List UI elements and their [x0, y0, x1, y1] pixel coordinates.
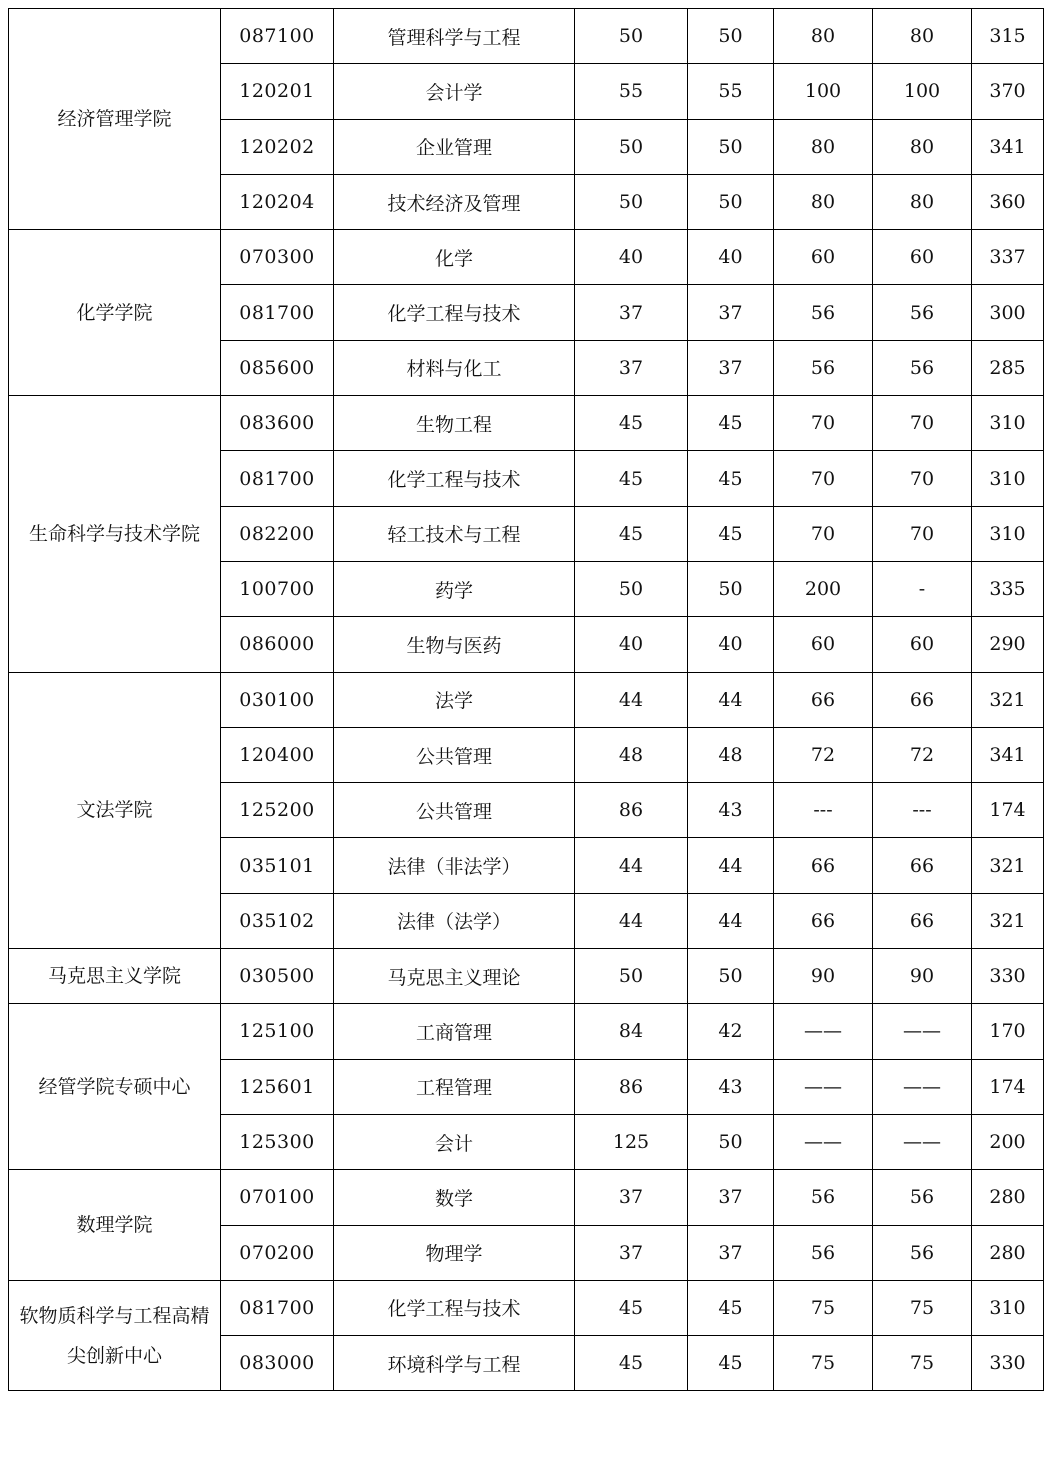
college-name-cell: 文法学院 [9, 672, 221, 948]
table-row [9, 396, 1044, 451]
politics-score-cell: 45 [575, 451, 688, 506]
foreign-language-score-cell: 50 [688, 1114, 774, 1169]
college-name-cell: 经管学院专硕中心 [9, 1004, 221, 1170]
major-code-cell: 087100 [221, 9, 334, 64]
major-code-cell: 083600 [221, 396, 334, 451]
politics-score-cell: 50 [575, 119, 688, 174]
subject-two-score-cell: 90 [873, 949, 972, 1004]
subject-one-score-cell: 56 [774, 340, 873, 395]
major-name-cell: 化学 [334, 230, 575, 285]
subject-two-score-cell: —— [873, 1114, 972, 1169]
politics-score-cell: 44 [575, 838, 688, 893]
total-score-cell: 335 [972, 561, 1044, 616]
subject-one-score-cell: 100 [774, 64, 873, 119]
subject-two-score-cell: 70 [873, 451, 972, 506]
subject-one-score-cell: 70 [774, 506, 873, 561]
subject-two-score-cell: 66 [873, 838, 972, 893]
major-name-cell: 公共管理 [334, 727, 575, 782]
politics-score-cell: 40 [575, 617, 688, 672]
politics-score-cell: 84 [575, 1004, 688, 1059]
major-code-cell: 086000 [221, 617, 334, 672]
subject-two-score-cell: 60 [873, 230, 972, 285]
subject-two-score-cell: - [873, 561, 972, 616]
foreign-language-score-cell: 50 [688, 9, 774, 64]
subject-two-score-cell: 75 [873, 1280, 972, 1335]
foreign-language-score-cell: 44 [688, 893, 774, 948]
subject-two-score-cell: --- [873, 783, 972, 838]
subject-one-score-cell: 70 [774, 396, 873, 451]
total-score-cell: 174 [972, 783, 1044, 838]
major-name-cell: 环境科学与工程 [334, 1336, 575, 1391]
major-name-cell: 轻工技术与工程 [334, 506, 575, 561]
subject-one-score-cell: 75 [774, 1280, 873, 1335]
foreign-language-score-cell: 37 [688, 340, 774, 395]
total-score-cell: 330 [972, 1336, 1044, 1391]
politics-score-cell: 37 [575, 1170, 688, 1225]
total-score-cell: 310 [972, 506, 1044, 561]
politics-score-cell: 37 [575, 285, 688, 340]
table-row [9, 1280, 1044, 1335]
major-name-cell: 化学工程与技术 [334, 1280, 575, 1335]
major-code-cell: 035101 [221, 838, 334, 893]
major-code-cell: 030500 [221, 949, 334, 1004]
major-name-cell: 法学 [334, 672, 575, 727]
major-name-cell: 物理学 [334, 1225, 575, 1280]
major-code-cell: 081700 [221, 451, 334, 506]
politics-score-cell: 40 [575, 230, 688, 285]
table-row [9, 230, 1044, 285]
table-row [9, 1004, 1044, 1059]
college-name-cell: 化学学院 [9, 230, 221, 396]
major-code-cell: 082200 [221, 506, 334, 561]
major-name-cell: 公共管理 [334, 783, 575, 838]
subject-two-score-cell: 80 [873, 174, 972, 229]
subject-two-score-cell: —— [873, 1004, 972, 1059]
subject-two-score-cell: 72 [873, 727, 972, 782]
total-score-cell: 200 [972, 1114, 1044, 1169]
subject-one-score-cell: 56 [774, 1170, 873, 1225]
subject-one-score-cell: 80 [774, 9, 873, 64]
major-name-cell: 技术经济及管理 [334, 174, 575, 229]
subject-two-score-cell: 70 [873, 396, 972, 451]
subject-one-score-cell: —— [774, 1114, 873, 1169]
major-code-cell: 085600 [221, 340, 334, 395]
major-name-cell: 数学 [334, 1170, 575, 1225]
table-row [9, 672, 1044, 727]
major-code-cell: 120400 [221, 727, 334, 782]
subject-one-score-cell: 80 [774, 174, 873, 229]
table-row [9, 9, 1044, 64]
table-row [9, 949, 1044, 1004]
major-code-cell: 125200 [221, 783, 334, 838]
total-score-cell: 310 [972, 1280, 1044, 1335]
politics-score-cell: 86 [575, 783, 688, 838]
major-code-cell: 120201 [221, 64, 334, 119]
total-score-cell: 315 [972, 9, 1044, 64]
major-code-cell: 070100 [221, 1170, 334, 1225]
subject-two-score-cell: 56 [873, 1225, 972, 1280]
subject-one-score-cell: 66 [774, 672, 873, 727]
politics-score-cell: 50 [575, 561, 688, 616]
foreign-language-score-cell: 50 [688, 561, 774, 616]
subject-two-score-cell: 80 [873, 9, 972, 64]
college-name-cell: 生命科学与技术学院 [9, 396, 221, 672]
score-line-table [8, 8, 1044, 1391]
foreign-language-score-cell: 44 [688, 838, 774, 893]
politics-score-cell: 50 [575, 174, 688, 229]
subject-two-score-cell: 66 [873, 672, 972, 727]
foreign-language-score-cell: 43 [688, 783, 774, 838]
major-name-cell: 工程管理 [334, 1059, 575, 1114]
major-name-cell: 化学工程与技术 [334, 451, 575, 506]
subject-one-score-cell: 70 [774, 451, 873, 506]
major-name-cell: 会计 [334, 1114, 575, 1169]
foreign-language-score-cell: 50 [688, 949, 774, 1004]
foreign-language-score-cell: 40 [688, 230, 774, 285]
foreign-language-score-cell: 45 [688, 396, 774, 451]
foreign-language-score-cell: 37 [688, 285, 774, 340]
major-code-cell: 120204 [221, 174, 334, 229]
table-body [9, 9, 1044, 1391]
major-code-cell: 081700 [221, 285, 334, 340]
subject-two-score-cell: 56 [873, 340, 972, 395]
major-name-cell: 化学工程与技术 [334, 285, 575, 340]
total-score-cell: 321 [972, 838, 1044, 893]
major-code-cell: 125601 [221, 1059, 334, 1114]
foreign-language-score-cell: 42 [688, 1004, 774, 1059]
foreign-language-score-cell: 45 [688, 1280, 774, 1335]
subject-two-score-cell: 56 [873, 285, 972, 340]
subject-one-score-cell: --- [774, 783, 873, 838]
politics-score-cell: 45 [575, 396, 688, 451]
foreign-language-score-cell: 40 [688, 617, 774, 672]
total-score-cell: 341 [972, 727, 1044, 782]
subject-one-score-cell: —— [774, 1004, 873, 1059]
subject-one-score-cell: 80 [774, 119, 873, 174]
foreign-language-score-cell: 43 [688, 1059, 774, 1114]
major-name-cell: 管理科学与工程 [334, 9, 575, 64]
politics-score-cell: 37 [575, 1225, 688, 1280]
foreign-language-score-cell: 48 [688, 727, 774, 782]
major-name-cell: 药学 [334, 561, 575, 616]
foreign-language-score-cell: 44 [688, 672, 774, 727]
foreign-language-score-cell: 50 [688, 119, 774, 174]
major-name-cell: 工商管理 [334, 1004, 575, 1059]
foreign-language-score-cell: 45 [688, 1336, 774, 1391]
politics-score-cell: 45 [575, 1336, 688, 1391]
total-score-cell: 300 [972, 285, 1044, 340]
politics-score-cell: 44 [575, 672, 688, 727]
foreign-language-score-cell: 45 [688, 451, 774, 506]
major-name-cell: 生物工程 [334, 396, 575, 451]
major-name-cell: 马克思主义理论 [334, 949, 575, 1004]
subject-one-score-cell: 56 [774, 285, 873, 340]
major-code-cell: 120202 [221, 119, 334, 174]
subject-two-score-cell: 75 [873, 1336, 972, 1391]
total-score-cell: 310 [972, 451, 1044, 506]
subject-two-score-cell: —— [873, 1059, 972, 1114]
major-code-cell: 100700 [221, 561, 334, 616]
subject-two-score-cell: 70 [873, 506, 972, 561]
subject-one-score-cell: —— [774, 1059, 873, 1114]
college-name-cell: 马克思主义学院 [9, 949, 221, 1004]
major-code-cell: 035102 [221, 893, 334, 948]
major-code-cell: 030100 [221, 672, 334, 727]
total-score-cell: 170 [972, 1004, 1044, 1059]
total-score-cell: 337 [972, 230, 1044, 285]
major-code-cell: 083000 [221, 1336, 334, 1391]
foreign-language-score-cell: 55 [688, 64, 774, 119]
total-score-cell: 280 [972, 1225, 1044, 1280]
major-name-cell: 会计学 [334, 64, 575, 119]
total-score-cell: 330 [972, 949, 1044, 1004]
foreign-language-score-cell: 37 [688, 1225, 774, 1280]
college-name-cell: 数理学院 [9, 1170, 221, 1281]
subject-one-score-cell: 60 [774, 617, 873, 672]
subject-one-score-cell: 90 [774, 949, 873, 1004]
subject-one-score-cell: 200 [774, 561, 873, 616]
total-score-cell: 290 [972, 617, 1044, 672]
foreign-language-score-cell: 45 [688, 506, 774, 561]
politics-score-cell: 125 [575, 1114, 688, 1169]
major-code-cell: 070200 [221, 1225, 334, 1280]
foreign-language-score-cell: 37 [688, 1170, 774, 1225]
total-score-cell: 174 [972, 1059, 1044, 1114]
subject-one-score-cell: 56 [774, 1225, 873, 1280]
subject-two-score-cell: 100 [873, 64, 972, 119]
subject-one-score-cell: 66 [774, 838, 873, 893]
major-code-cell: 125100 [221, 1004, 334, 1059]
subject-one-score-cell: 66 [774, 893, 873, 948]
politics-score-cell: 48 [575, 727, 688, 782]
politics-score-cell: 45 [575, 1280, 688, 1335]
politics-score-cell: 86 [575, 1059, 688, 1114]
total-score-cell: 341 [972, 119, 1044, 174]
politics-score-cell: 44 [575, 893, 688, 948]
major-code-cell: 081700 [221, 1280, 334, 1335]
total-score-cell: 321 [972, 672, 1044, 727]
subject-two-score-cell: 60 [873, 617, 972, 672]
total-score-cell: 310 [972, 396, 1044, 451]
subject-two-score-cell: 56 [873, 1170, 972, 1225]
table-row [9, 1170, 1044, 1225]
subject-two-score-cell: 66 [873, 893, 972, 948]
foreign-language-score-cell: 50 [688, 174, 774, 229]
college-name-cell: 软物质科学与工程高精尖创新中心 [9, 1280, 221, 1391]
total-score-cell: 370 [972, 64, 1044, 119]
subject-one-score-cell: 72 [774, 727, 873, 782]
politics-score-cell: 50 [575, 949, 688, 1004]
politics-score-cell: 55 [575, 64, 688, 119]
total-score-cell: 285 [972, 340, 1044, 395]
total-score-cell: 280 [972, 1170, 1044, 1225]
college-name-cell: 经济管理学院 [9, 9, 221, 230]
politics-score-cell: 37 [575, 340, 688, 395]
subject-one-score-cell: 60 [774, 230, 873, 285]
subject-two-score-cell: 80 [873, 119, 972, 174]
total-score-cell: 360 [972, 174, 1044, 229]
total-score-cell: 321 [972, 893, 1044, 948]
major-name-cell: 生物与医药 [334, 617, 575, 672]
politics-score-cell: 45 [575, 506, 688, 561]
major-name-cell: 材料与化工 [334, 340, 575, 395]
major-name-cell: 企业管理 [334, 119, 575, 174]
major-code-cell: 125300 [221, 1114, 334, 1169]
major-code-cell: 070300 [221, 230, 334, 285]
major-name-cell: 法律（非法学） [334, 838, 575, 893]
subject-one-score-cell: 75 [774, 1336, 873, 1391]
major-name-cell: 法律（法学） [334, 893, 575, 948]
politics-score-cell: 50 [575, 9, 688, 64]
